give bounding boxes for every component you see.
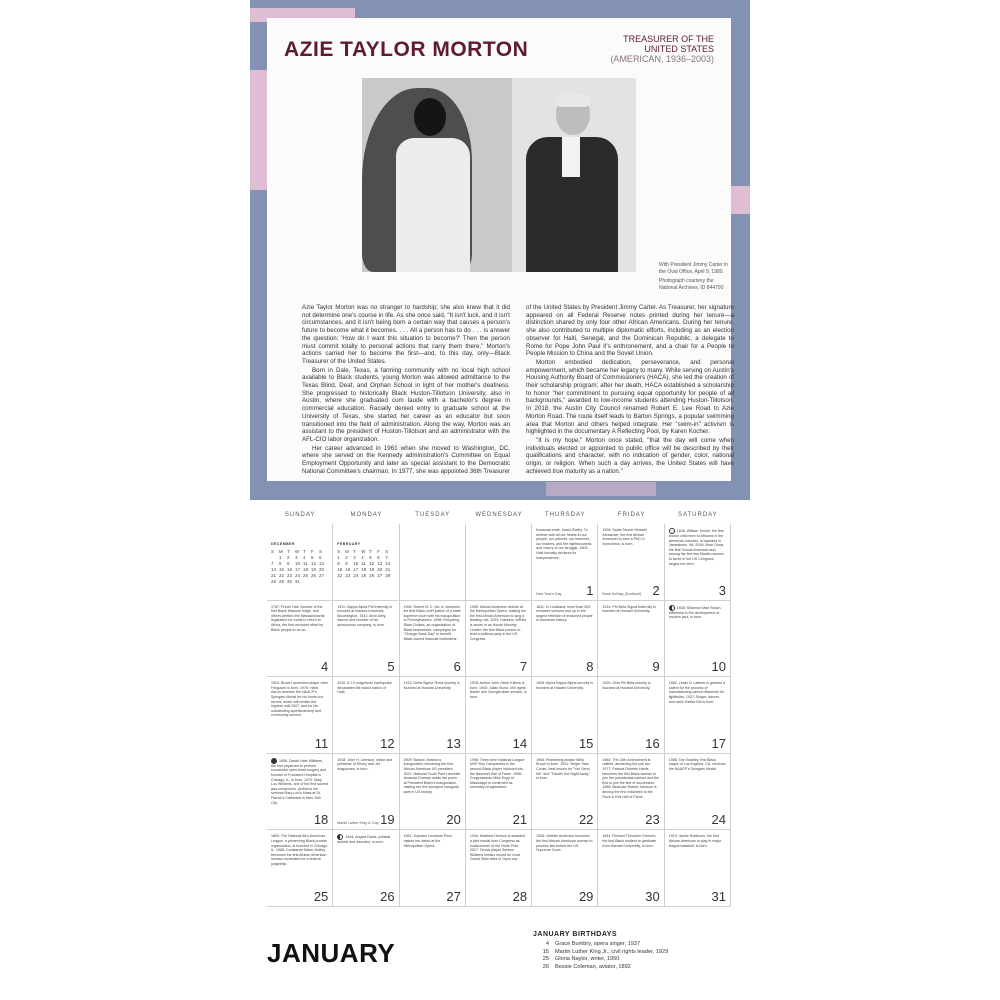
- mini-calendar-day: 15: [337, 567, 343, 572]
- birthdays-title: JANUARY BIRTHDAYS: [533, 931, 618, 938]
- day-number: 19: [380, 812, 395, 828]
- mini-calendar: [337, 542, 395, 578]
- mini-calendar-day: T: [287, 549, 290, 554]
- day-cell-14: [466, 677, 532, 754]
- mini-calendar-day: 19: [369, 567, 375, 572]
- day-cell-16: [598, 677, 664, 754]
- day-cell-30: [598, 830, 664, 907]
- day-cell-2: [598, 524, 664, 601]
- day-event: 1856: Daniel Hale Williams, the first physician to perform successful open-heart surgery and founder of Provident Hospital in Chicago, IL, is born. 1975: Mary Lou Williams, one of the first sacred jazz composers, performs her seminal Mary Lou's Mass at St. Patrick's Cathedral in New York City.: [271, 758, 328, 805]
- mini-calendar-day: 17: [353, 567, 359, 572]
- day-of-week-header: WEDNESDAY: [475, 512, 523, 518]
- mini-calendar-day: 3: [295, 555, 298, 560]
- day-cell-23: [598, 754, 664, 831]
- mini-calendar-day: 20: [319, 567, 324, 572]
- mini-calendar-day: 30: [287, 579, 292, 584]
- mini-calendar-days: [337, 549, 395, 578]
- mini-calendar-day: S: [385, 549, 389, 554]
- day-event: 2009: Barack Obama is inaugurated, becoming the first African American US president. 2021: National Youth Poet Laureate Amanda Gorman reads her poem at President Biden's inauguration, making her the youngest inaugural poet in US history.: [403, 757, 461, 794]
- day-number: 12: [380, 735, 395, 751]
- mini-calendar-day: 3: [353, 555, 356, 560]
- day-number: 24: [711, 812, 726, 828]
- day-event: 1926: Violette Anderson becomes the first African American woman to practice law before the US Supreme Court.: [536, 834, 593, 853]
- mini-calendar-day: 8: [337, 561, 340, 566]
- moon-phase-icon: [669, 605, 675, 611]
- mini-calendar-day: 28: [271, 579, 276, 584]
- day-event: 1944: Matthew Henson is awarded a joint medal from Congress as codiscoverer of the North Pole. 2017: Tennis player Serena Williams breaks record for most Grand Slam titles in Open era.: [469, 834, 526, 862]
- day-event: 1918: Author John Oliver Killens is born. 1940: Julian Bond, civil rights leader and Georgia state senator, is born.: [469, 681, 527, 699]
- mini-calendar-day: 23: [345, 573, 351, 578]
- day-event: 1924: Bruce Lamentera player John Ferguson is born. 1976: Hank Aaron receives the NAACP's Spingarn Medal for his home-run record, which will remain the highest until 2007, and for his outstanding sportsmanship and community service.: [271, 681, 329, 718]
- moon-phase-icon: [337, 834, 343, 840]
- empty-cell: [466, 524, 532, 601]
- day-event: 1787: Prince Hall, founder of the first Black Masonic lodge, and others petition the Massachusetts legislature for funds to return to Africa, the first recorded effort by Black people to do so.: [271, 604, 325, 632]
- mini-calendar-day: 12: [311, 561, 316, 566]
- caption-line-1: With President Jimmy Carter in the Oval Office, April 9, 1980.: [659, 262, 728, 275]
- day-event: 1944: Angela Davis, political activist and educator, is born.: [337, 835, 391, 845]
- mini-calendar-day: M: [279, 549, 283, 554]
- holiday-label: New Year's Day: [536, 591, 562, 596]
- moon-phase-icon: [669, 528, 675, 534]
- mini-calendar-day: 12: [369, 561, 375, 566]
- mini-calendar-title: DECEMBER: [271, 542, 296, 546]
- mini-calendar-day: [303, 579, 311, 584]
- day-number: 10: [711, 659, 726, 675]
- day-event: 1914: Phi Beta Sigma fraternity is founded at Howard University.: [602, 604, 656, 614]
- mini-calendar-day: [311, 579, 319, 584]
- day-of-week-header: TUESDAY: [415, 512, 451, 518]
- mini-calendar-day: S: [337, 549, 341, 554]
- day-number: 27: [446, 888, 461, 904]
- day-event: 1961: Soprano Leontyne Price makes her debut at the Metropolitan Opera.: [403, 834, 453, 848]
- day-event: 1938: Shannon Mae Roach, influential in the development of modern jazz, is born.: [668, 605, 722, 620]
- mini-calendar-day: T: [369, 549, 372, 554]
- day-event: 1994: Robert N. C. Nix Jr. becomes the first Black chief justice of a state supreme court with his inauguration to Pennsylvania's. 1996: Recycling Black Dollars, an organization of Black businesses, campaigns for "Change Bank Day" to benefit Black-owned financial institutions.: [403, 604, 461, 641]
- day-of-week-header: MONDAY: [350, 512, 383, 518]
- day-of-week-header: FRIDAY: [617, 512, 646, 518]
- bio-paragraph: Her career advanced in 1961 when she moved to Washington, DC, where she served on the Kennedy administration's Committee on Equal Employment Opportunity and later as special assistant to the Democratic National Committee's chairman. In 1977, she was appointed 36th Treasurer of the United States by President Jimmy Carter. As Treasurer, her signature appeared on all Federal Reserve notes printed during her tenure—a distinction shared by only four other African Americans. During her tenure, she also contributed to multiple diplomatic efforts, including as an election observer for Haiti, Senegal, and the Dominican Republic, a delegate to Rome for Pope John Paul II's enthronement, and a chair for a People to People Mission to China and the Soviet Union.: [302, 304, 734, 475]
- day-number: 13: [446, 735, 461, 751]
- portrait-photo: [362, 78, 636, 272]
- mini-calendar-day: 14: [271, 567, 276, 572]
- day-event: 1906: Pioneering aviator Willa Brown is born. 1931: Singer Sam Cooke, best known for "You Send Me" and "Twistin' the Night Away," is born.: [536, 757, 591, 781]
- day-cell-18: [267, 754, 333, 831]
- day-number: 6: [453, 659, 461, 675]
- day-number: 3: [718, 582, 726, 598]
- day-cell-17: [665, 677, 731, 754]
- holiday-label: Martin Luther King Jr. Day: [337, 821, 379, 826]
- mini-calendar-day: 9: [345, 561, 348, 566]
- mini-calendar-day: F: [377, 549, 380, 554]
- caption-line-2: Photograph courtesy the National Archives, ID 844790: [659, 278, 724, 291]
- day-event: 2010: A 7.0 magnitude earthquake devastates the island nation of Haiti.: [337, 681, 393, 695]
- day-event: 1985: Tom Bradley, first Black mayor of Los Angeles, CA, receives the NAACP's Spingarn Medal.: [668, 757, 726, 771]
- day-cell-27: [400, 830, 466, 907]
- day-cell-5: [333, 601, 399, 678]
- mini-calendar-day: 20: [377, 567, 383, 572]
- day-number: 2: [652, 582, 660, 598]
- mini-calendar-day: 21: [385, 567, 391, 572]
- day-number: 11: [314, 735, 329, 751]
- birthday-item: [533, 964, 743, 972]
- mini-calendar-day: 23: [287, 573, 292, 578]
- day-event: 1918: John H. Johnson, editor and publisher of Ebony and Jet magazines, is born.: [337, 757, 393, 771]
- mini-calendar-day: 13: [377, 561, 383, 566]
- mini-calendar-day: 7: [271, 561, 274, 566]
- day-cell-29: [532, 830, 598, 907]
- day-number: 7: [519, 659, 528, 675]
- mini-calendar-day: 28: [385, 573, 391, 578]
- day-number: 1: [586, 582, 594, 598]
- day-cell-6: [400, 601, 466, 678]
- birthday-day: 4: [545, 941, 549, 947]
- role-line-2: UNITED STATES: [644, 44, 714, 54]
- day-cell-10: [665, 601, 731, 678]
- day-number: 30: [645, 888, 660, 904]
- mini-calendar-day: 9: [287, 561, 290, 566]
- page-title: AZIE TAYLOR MORTON: [284, 38, 529, 61]
- mini-calendar-day: 6: [319, 555, 322, 560]
- mini-calendar-day: 2: [345, 555, 348, 560]
- mini-calendar-day: 1: [337, 555, 340, 560]
- day-cell-3: [665, 524, 731, 601]
- mini-calendar-day: 26: [311, 573, 316, 578]
- day-cell-15: [532, 677, 598, 754]
- mini-calendar-day: T: [303, 549, 306, 554]
- mini-calendar-days: [271, 549, 329, 584]
- mini-calendar-day: [319, 579, 327, 584]
- man-figure: [512, 93, 622, 272]
- birthdays-list: [533, 931, 743, 971]
- day-cell-12: [333, 677, 399, 754]
- mini-calendar-day: 6: [377, 555, 380, 560]
- day-event: 1811: In Louisiana, more than 500 enslaved workers rise up in the largest rebellion of enslaved people in American history.: [536, 604, 593, 623]
- mini-calendar-day: 10: [295, 561, 300, 566]
- role-label: [574, 34, 714, 64]
- mini-calendar-title: FEBRUARY: [337, 542, 361, 546]
- day-number: 20: [446, 812, 461, 828]
- birthday-day: 25: [542, 956, 549, 963]
- mini-calendar-day: 15: [279, 567, 284, 572]
- mini-calendar-day: 14: [385, 561, 391, 566]
- day-event: 1926: Sadie Tanner Mossell Alexander, the first African American to earn a PhD in economics, is born.: [602, 528, 647, 546]
- day-cell-21: [466, 754, 532, 831]
- day-cell-20: [400, 754, 466, 831]
- day-cell-8: [532, 601, 598, 678]
- mini-calendar-day: 2: [287, 555, 290, 560]
- mini-calendar-day: 18: [303, 567, 308, 572]
- mini-calendar-day: F: [311, 549, 314, 554]
- birthday-day: 26: [542, 963, 549, 970]
- calendar-page: [250, 0, 750, 1000]
- day-event: 1919: Jackie Robinson, the first African American to play in major league baseball, is born.: [668, 834, 722, 848]
- day-cell-11: [267, 677, 333, 754]
- day-cell-24: [665, 754, 731, 831]
- mini-calendar-day: 26: [369, 573, 375, 578]
- day-number: 5: [387, 659, 395, 675]
- birthday-text: Grace Bumbry, opera singer, 1937: [555, 941, 641, 947]
- day-number: 14: [512, 735, 528, 751]
- mini-calendar-day: 21: [271, 573, 276, 578]
- mini-calendar-day: 11: [303, 561, 308, 566]
- mini-calendar-day: 5: [369, 555, 372, 560]
- day-number: 23: [645, 812, 660, 828]
- day-number: 28: [512, 888, 528, 904]
- bio-paragraph: Azie Taylor Morton was no stranger to hardship; she also knew that it did not determine one's course in life. As she once said, "It isn't luck, and it isn't circumstances, and it isn't being born a certain way that causes a person's future to become what it becomes. . . . All a person has to do . . . is answer the question: 'How do I want this situation to become?' Then the person must commit totally to personal actions that carry them there." Morton's actions carried her to become the first—and, to this day, only—Black Treasurer of the United States.: [302, 304, 510, 365]
- day-number: 15: [578, 735, 594, 751]
- mini-calendar-day: 19: [311, 567, 316, 572]
- day-event: 1908: Alpha Kappa Alpha sorority is founded at Howard University.: [536, 681, 593, 690]
- day-cell-26: [333, 830, 399, 907]
- moon-phase-icon: [271, 758, 277, 764]
- mini-calendar-day: 29: [279, 579, 284, 584]
- mini-calendar-day: 24: [295, 573, 300, 578]
- day-event: 1920: Zeta Phi Beta sorority is founded at Howard University.: [602, 681, 651, 690]
- bio-paragraph: "It is my hope," Morton once stated, "that the day will come when individuals elected or appointed to public office will be described by their qualifications and character, with no indication of gender, color, national origin, or religion. When such a day arrives, the United States will have achieved true maturity as a nation.": [526, 436, 734, 475]
- feature-card: [267, 18, 734, 481]
- mini-calendar-day: 4: [303, 555, 306, 560]
- mini-calendar-day: S: [319, 549, 322, 554]
- day-event: 1838: William Tucker, the first known child born to Africans in the American colonies, is baptized in Jamestown, VA. 2018: Ilhan Omar, the first Somali American and among the first two Muslim women to serve in the US Congress, begins her term.: [668, 528, 725, 566]
- day-event: 1998: Three-time National League MVP Roy Campanella is the second Black player inducted into the Baseball Hall of Fame. 1998: Congressman Mike Espy of Mississippi is confirmed as secretary of agriculture.: [469, 757, 525, 790]
- month-title: JANUARY: [267, 938, 396, 968]
- day-number: 17: [711, 735, 726, 751]
- mini-calendar-day: [271, 555, 279, 560]
- mini-calendar-day: 25: [361, 573, 367, 578]
- day-number: 16: [645, 735, 660, 751]
- day-of-week-header: SATURDAY: [677, 512, 718, 518]
- day-of-week-header: SUNDAY: [284, 512, 316, 518]
- bio-paragraph: Morton embodied dedication, perseverance, and personal empowerment, which became her legacy to many. While serving on Austin's Housing Authority Board of Commissioners (HACA), she led the creation of their scholarship program; after her death, HACA established a scholarship to honor "her commitment to pursuing equal opportunity for people of all backgrounds," awarded to low-income students attending Huston-Tillotson. In 2018, the Austin City Council renamed Robert E. Lee Road to Azie Morton Road. The route itself leads to Barton Springs, a popular swimming area that Morton and others helped integrate. Her "swim-in" activism is highlighted in the documentary A Reflecting Pool, by Karen Kocher.: [526, 358, 734, 436]
- feature-panel: [250, 0, 750, 500]
- mini-calendar-day: 18: [361, 567, 367, 572]
- mini-calendar-day: 8: [279, 561, 282, 566]
- birthday-item: [533, 941, 743, 949]
- day-number: 26: [380, 888, 395, 904]
- day-event: 1913: Delta Sigma Theta sorority is founded at Howard University.: [403, 681, 460, 690]
- birthday-day: 15: [542, 948, 549, 955]
- day-event: 1890: The National Afro-American League, a pioneering Black protest organization, is founded in Chicago, IL. 1968: Constance Baker Motley becomes the first African American woman nominated for a federal judgeship.: [271, 834, 329, 866]
- day-event: 1955: Marian Anderson debuts at the Metropolitan Opera, making her the first African American to sing a leading role. 2023: Hakeem Jeffries is sworn in as House Minority Leader, the first Black person to lead a political party in the US Congress.: [469, 604, 527, 641]
- mini-calendar-day: 22: [337, 573, 343, 578]
- biography-text: [302, 304, 734, 476]
- mini-calendar-day: 10: [353, 561, 359, 566]
- birthday-item: [533, 949, 743, 957]
- day-cell-28: [466, 830, 532, 907]
- mini-calendar: [271, 542, 329, 584]
- mini-calendar-day: 11: [361, 561, 366, 566]
- photo-caption: [659, 262, 731, 292]
- mini-calendar-day: 16: [287, 567, 292, 572]
- day-number: 9: [652, 659, 660, 675]
- mini-calendar-day: T: [353, 549, 356, 554]
- mini-calendar-day: 25: [303, 573, 308, 578]
- birthday-text: Gloria Naylor, writer, 1950: [555, 956, 620, 963]
- mini-calendar-day: 27: [377, 573, 383, 578]
- day-number: 4: [321, 659, 329, 675]
- mini-calendar-day: S: [271, 549, 274, 554]
- mini-calendar-day: 1: [279, 555, 282, 560]
- woman-figure: [392, 98, 472, 272]
- holiday-label: Bank Holiday (Scotland): [602, 591, 641, 596]
- mini-calendar-day: 31: [295, 579, 300, 584]
- day-event: 1844: Richard Theodore Greener, the first Black student to graduate from Harvard University, is born.: [602, 834, 657, 848]
- day-of-week-header: THURSDAY: [545, 512, 586, 518]
- empty-cell: [333, 524, 399, 601]
- birthday-item: [533, 956, 743, 964]
- pink-accent: [546, 482, 656, 496]
- day-cell-7: [466, 601, 532, 678]
- day-cell-19: [333, 754, 399, 831]
- mini-calendar-day: 24: [353, 573, 359, 578]
- mini-calendar-day: M: [345, 549, 349, 554]
- day-cell-4: [267, 601, 333, 678]
- mini-calendar-day: 13: [319, 561, 324, 566]
- birthday-text: Martin Luther King Jr., civil rights leader, 1929: [555, 948, 669, 955]
- day-cell-22: [532, 754, 598, 831]
- calendar-grid: [267, 512, 731, 907]
- mini-calendar-day: W: [295, 549, 300, 554]
- day-number: 8: [586, 659, 594, 675]
- day-cell-9: [598, 601, 664, 678]
- mini-calendar-day: 4: [361, 555, 364, 560]
- empty-cell: [267, 524, 333, 601]
- day-number: 31: [711, 888, 726, 904]
- birthday-text: Bessie Coleman, aviator, 1892: [555, 963, 631, 970]
- bio-paragraph: Born in Dale, Texas, a farming community with no local high school available to Black students, young Morton was allowed admittance to the Texas Blind, Deaf, and Orphan School in light of her mother's deafness. She progressed to historically Black Huston-Tillotson University, also in Austin, where she graduated cum laude with a bachelor's degree in commercial education. Racially denied entry to graduate school at the University of Texas, she started her career as an educator but soon transitioned into the field of administration. Along the way, Morton was an assistant to the president of Huston-Tillotson and an administrator with the AFL-CIO labor organization.: [302, 366, 510, 443]
- day-number: 22: [578, 812, 594, 828]
- day-number: 25: [313, 888, 329, 904]
- mini-calendar-day: 27: [319, 573, 324, 578]
- mini-calendar-day: 22: [279, 573, 284, 578]
- day-event: 1964: The 24th Amendment is ratified, abolishing the poll tax. 1977: Patricia Roberts Harris becomes the first Black woman to join the presidential cabinet and the first to join the line of succession. 1986: Musician Robert Johnson is among the first inductees to the Rock & Roll Hall of Fame.: [602, 757, 659, 799]
- mini-calendar-day: W: [361, 549, 366, 554]
- day-event: 1911: Kappa Alpha Psi fraternity is founded at Indiana University Bloomington. 1931: Alvin Ailey, dancer and founder of his eponymous company, is born.: [337, 604, 392, 627]
- role-years: (AMERICAN, 1936–2003): [610, 54, 714, 64]
- mini-calendar-day: 5: [311, 555, 314, 560]
- role-line-1: TREASURER OF THE: [623, 34, 714, 44]
- day-number: 29: [578, 888, 594, 904]
- mini-calendar-day: 7: [385, 555, 388, 560]
- day-cell-1: [532, 524, 598, 601]
- day-cell-13: [400, 677, 466, 754]
- mini-calendar-day: 17: [295, 567, 300, 572]
- empty-cell: [400, 524, 466, 601]
- day-cell-25: [267, 830, 333, 907]
- day-number: 18: [313, 812, 329, 828]
- day-number: 21: [512, 812, 528, 828]
- day-event: Kwanzaa ends. Imani (Faith): To believe with all our hearts in our people, our parents, our teachers, our leaders, and the righteousness and victory of our struggle. 1804: Haiti formally declares its independence.: [536, 528, 592, 560]
- day-cell-31: [665, 830, 731, 907]
- day-event: 1882: Lewis H. Latimer is granted a patent for the process of manufacturing carbon filaments for lightbulbs. 1927: Singer, dancer, and actor Eartha Kitt is born.: [668, 681, 726, 704]
- mini-calendar-day: 16: [345, 567, 351, 572]
